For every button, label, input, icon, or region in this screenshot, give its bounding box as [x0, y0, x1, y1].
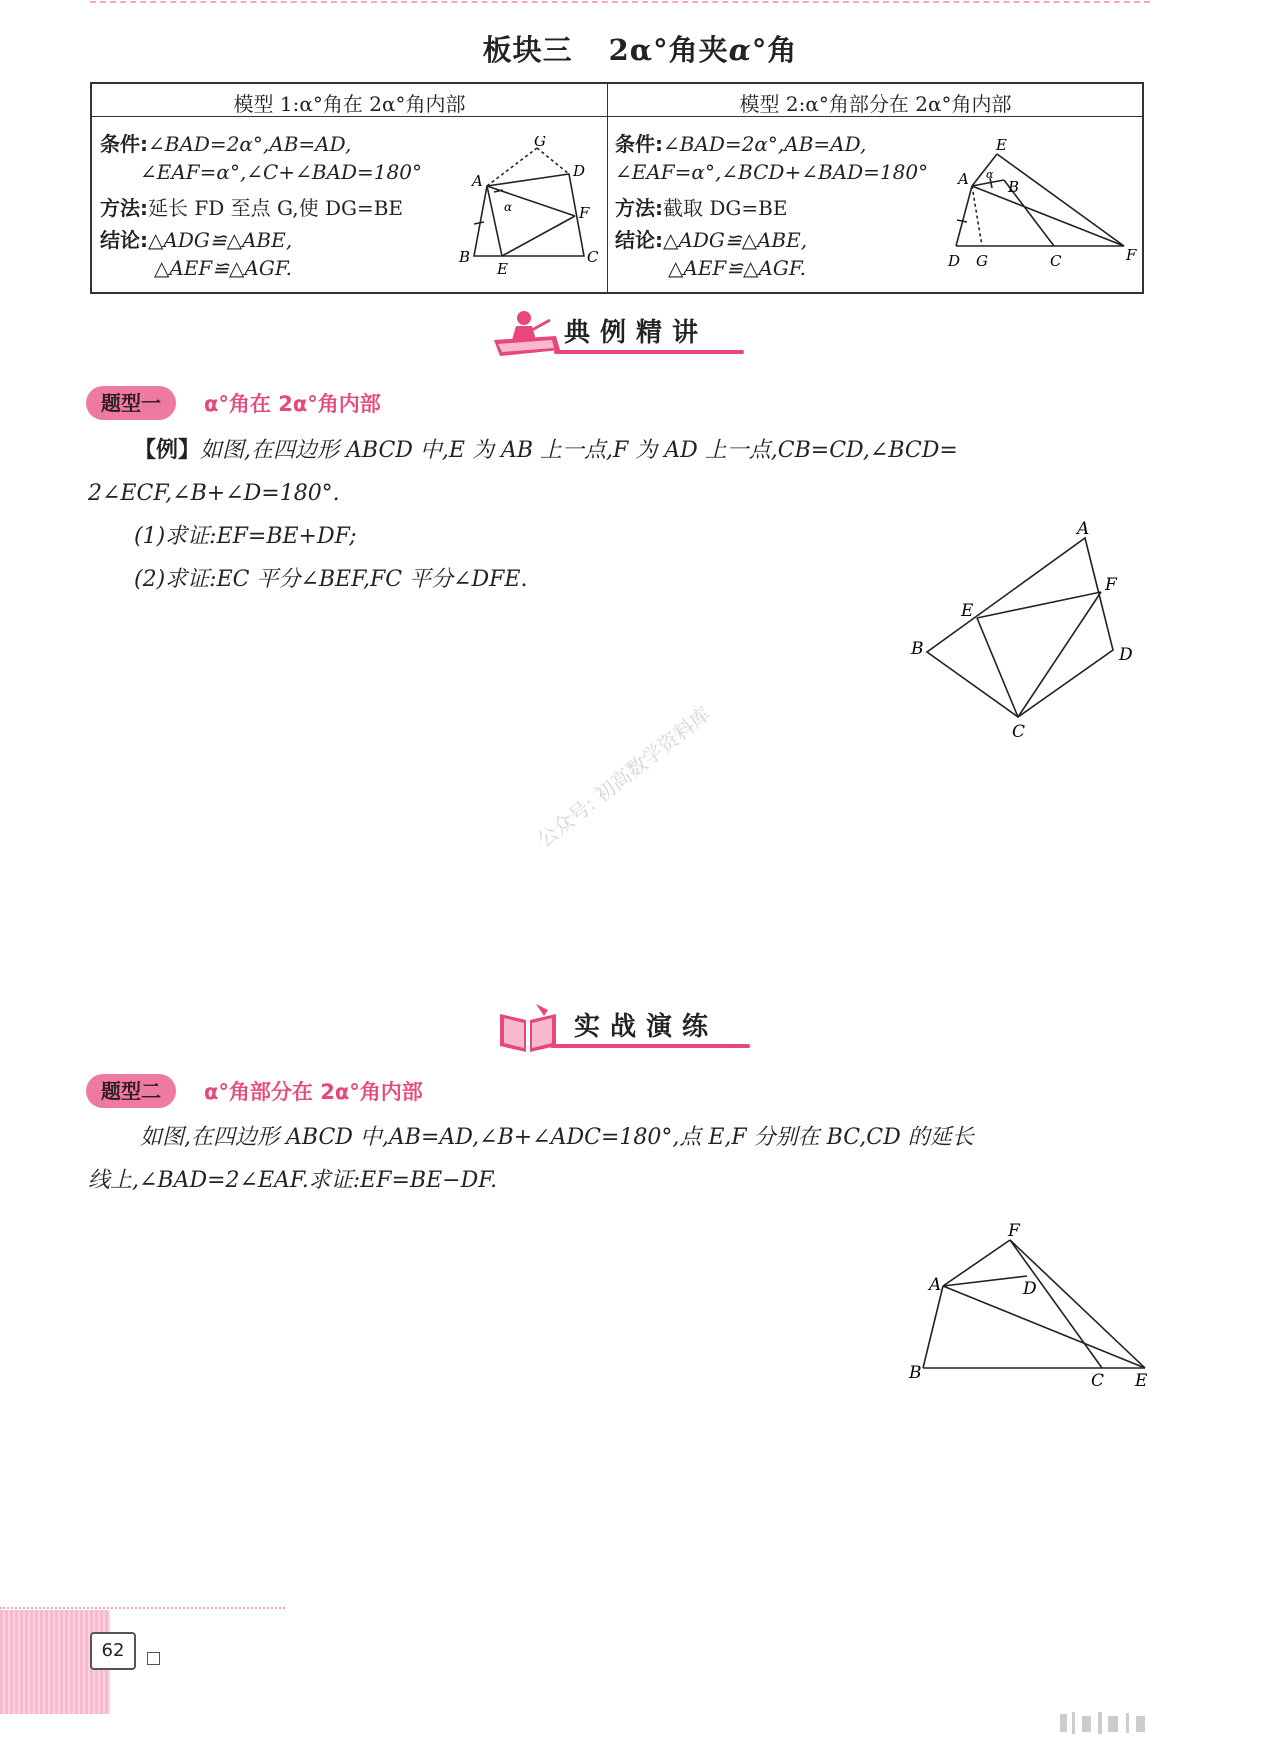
fig1-label-f: F: [579, 204, 590, 222]
section-title-prefix: 2α°角夹: [608, 33, 729, 67]
fig2-label-g: G: [976, 252, 988, 270]
fig3-label-b: B: [911, 639, 924, 659]
model-1-condition-2: ∠EAF=α°,∠C+∠BAD=180°: [140, 160, 422, 184]
fig2-label-e: E: [996, 136, 1007, 154]
fig4-label-d: D: [1023, 1279, 1037, 1299]
fig2-label-d: D: [948, 252, 961, 270]
model-2-figure: [932, 136, 1142, 286]
type-2-title: α°角部分在 2α°角内部: [204, 1080, 423, 1104]
model-1-condition: 条件:∠BAD=2α°,AB=AD,: [100, 132, 352, 156]
fig2-label-c: C: [1050, 252, 1062, 270]
section-title-alpha: α: [728, 33, 752, 67]
top-dashed-rule: [90, 1, 1150, 3]
fig3-line-ef: [977, 592, 1101, 618]
model-2-condition-2: ∠EAF=α°,∠BCD+∠BAD=180°: [615, 160, 929, 184]
banner-practice-text: 实战演练: [574, 1012, 719, 1042]
fig1-label-b: B: [459, 248, 471, 266]
fig1-label-g: G: [534, 136, 546, 150]
page-number: 62: [90, 1632, 136, 1670]
fig4-label-e: E: [1135, 1371, 1148, 1391]
banner-examples-underline: [554, 350, 744, 354]
fig4-label-f: F: [1008, 1221, 1020, 1241]
fig1-line-ef: [502, 216, 575, 256]
fig2-label-f: F: [1126, 246, 1137, 264]
teacher-icon: [490, 306, 562, 362]
type-2-pill: 题型二: [86, 1074, 176, 1108]
section-label: 板块三: [482, 33, 573, 67]
scan-marks-icon: [1050, 1708, 1230, 1738]
banner-practice: [496, 1000, 756, 1056]
fig2-label-a: A: [958, 170, 969, 188]
exercise-line-2: 线上,∠BAD=2∠EAF.求证:EF=BE−DF.: [88, 1168, 498, 1193]
fig1-label-d: D: [573, 162, 586, 180]
fig4-line-ae: [943, 1286, 1145, 1368]
fig3-label-d: D: [1119, 645, 1133, 665]
banner-examples: [490, 306, 760, 362]
exercise-figure: [905, 1218, 1160, 1393]
model-2-condition: 条件:∠BAD=2α°,AB=AD,: [615, 132, 867, 156]
fig4-label-b: B: [909, 1363, 922, 1383]
type-1-title: α°角在 2α°角内部: [204, 392, 381, 416]
banner-practice-underline: [550, 1044, 750, 1048]
fig1-quadrilateral: [474, 174, 584, 256]
model-table: [90, 82, 1144, 294]
fig1-label-c: C: [587, 248, 599, 266]
fig4-label-c: C: [1091, 1371, 1105, 1391]
banner-examples-text: 典例精讲: [564, 318, 709, 348]
fig1-label-alpha: α: [504, 200, 513, 214]
fig2-line-ag: [972, 186, 982, 246]
fig2-line-da: [956, 186, 972, 246]
example-line-1: 【例】如图,在四边形 ABCD 中,E 为 AB 上一点,F 为 AD 上一点,CB=CD,∠BCD=: [134, 437, 958, 463]
fig3-label-e: E: [961, 601, 974, 621]
model-1-figure: [449, 136, 599, 286]
fig2-label-b: B: [1008, 178, 1020, 196]
page-square-icon: [147, 1652, 160, 1665]
model-1-conclusion-2: △AEF≌△AGF.: [154, 256, 292, 280]
fig4-label-a: A: [929, 1275, 942, 1295]
exercise-line-1: 如图,在四边形 ABCD 中,AB=AD,∠B+∠ADC=180°,点 E,F 分别在 BC,CD 的延长: [140, 1125, 974, 1150]
fig3-label-f: F: [1105, 575, 1117, 595]
fig4-line-fc: [1010, 1240, 1102, 1368]
example-question-1: (1)求证:EF=BE+DF;: [134, 524, 357, 549]
example-figure: [905, 520, 1145, 745]
watermark: 公众号: 初高数学资料库: [532, 701, 716, 853]
model-2-method: 方法:截取 DG=BE: [615, 196, 788, 220]
fig3-label-a: A: [1077, 520, 1090, 539]
fig1-line-gd: [537, 148, 569, 174]
footer-dotted-rule: [0, 1607, 285, 1609]
example-tag: 【例】: [134, 437, 201, 463]
page-title: [0, 28, 1280, 69]
model-2-conclusion-2: △AEF≌△AGF.: [668, 256, 806, 280]
fig1-tick-2: [474, 222, 484, 224]
example-question-2: (2)求证:EC 平分∠BEF,FC 平分∠DFE.: [134, 567, 528, 592]
fig2-line-ef: [997, 154, 1124, 246]
section-title-suffix: °角: [751, 33, 798, 67]
fig2-tick-2: [957, 220, 967, 222]
model-1-method: 方法:延长 FD 至点 G,使 DG=BE: [100, 196, 404, 220]
model-2-conclusion: 结论:△ADG≌△ABE,: [615, 228, 808, 252]
fig4-line-fe: [1010, 1240, 1145, 1368]
fig1-line-ae: [487, 186, 502, 256]
fig1-label-a: A: [472, 172, 483, 190]
fig2-label-alpha: α: [986, 168, 994, 181]
model-1-conclusion: 结论:△ADG≌△ABE,: [100, 228, 293, 252]
fig3-quadrilateral: [927, 538, 1113, 717]
type-1-pill: 题型一: [86, 386, 176, 420]
model-2-header: 模型 2:α°角部分在 2α°角内部: [739, 92, 1012, 116]
fig1-label-e: E: [497, 260, 508, 278]
fig4-line-ba: [923, 1286, 943, 1368]
fig3-label-c: C: [1012, 722, 1026, 742]
example-line-2: 2∠ECF,∠B+∠D=180°.: [88, 481, 340, 506]
model-1-header: 模型 1:α°角在 2α°角内部: [233, 92, 466, 116]
fig3-line-fc: [1018, 592, 1101, 717]
